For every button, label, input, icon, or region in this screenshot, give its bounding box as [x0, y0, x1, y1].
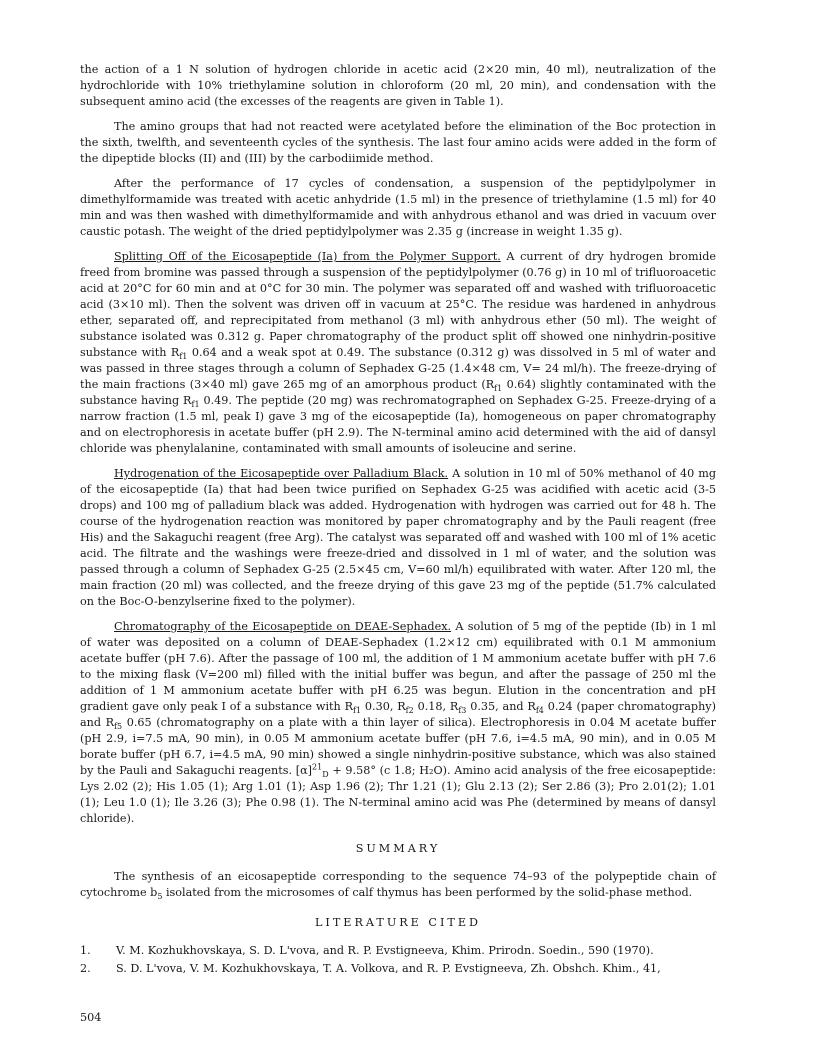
- summary-body: isolated from the microsomes of calf thymus has been performed by the solid-phase method.: [162, 886, 693, 899]
- reference-text: S. D. L'vova, V. M. Kozhukhovskaya, T. A. Volkova, and R. P. Evstigneeva, Zh. Obshch. Khim., 41,: [116, 962, 661, 975]
- summary-body: The synthesis of an eicosapeptide corresponding to the sequence 74–93 of the polypeptide chain of cytochrome b: [80, 870, 716, 899]
- reference-item: [80, 961, 716, 977]
- paragraph-text: 0.64) slightly contaminated with the substance having R: [80, 378, 716, 407]
- paragraph-text: 0.30, R: [361, 700, 406, 713]
- paragraph-text: 0.24 (paper chromatography) and R: [80, 700, 716, 729]
- subscript: f2: [405, 706, 414, 716]
- subscript: f1: [353, 706, 362, 716]
- reference-text: V. M. Kozhukhovskaya, S. D. L'vova, and R. P. Evstigneeva, Khim. Prirodn. Soedin., 590 (1970).: [116, 944, 654, 957]
- page-number: 504: [80, 1011, 102, 1024]
- paragraph-text: 0.35, and R: [466, 700, 536, 713]
- paragraph-chromatography: [80, 619, 716, 827]
- literature-heading: LITERATURE CITED: [315, 916, 481, 929]
- summary-text: [80, 869, 716, 901]
- reference-number: 1.: [80, 944, 91, 957]
- reference-item: [80, 943, 716, 959]
- subscript: f1: [191, 400, 200, 410]
- summary-heading: SUMMARY: [355, 842, 441, 855]
- subscript: f1: [494, 384, 503, 394]
- paragraph-hydrogenation: [80, 466, 716, 610]
- paragraph-text: A solution in 10 ml of 50% methanol of 40 mg of the eicosapeptide (Ia) that had been twice purified on Sephadex G-25 was acidified with acetic acid (3-5 drops) and 100 mg of palladium black was added. Hydrogenation with hydrogen was carried out for 48 h. The course of the hydrogenation reaction was monitored by paper chromatography and by the Pauli reagent (free His) and the Sakaguchi reagent (free Arg). The catalyst was separated off and washed with 100 ml of 1% acetic acid. The filtrate and the washings were freeze-dried and dissolved in 1 ml of water, and the solution was passed through a column of Sephadex G-25 (2.5×45 cm, V=60 ml/h) equilibrated with water. After 120 ml, the main fraction (20 ml) was collected, and the freeze drying of this gave 23 mg of the peptide (51.7% calculated on the Boc-O-benzylserine fixed to the polymer).: [80, 467, 717, 608]
- section-heading-chromatography: Chromatography of the Eicosapeptide on DEAE-Sephadex.: [114, 620, 452, 633]
- paragraph-text: 0.64 and a weak spot at 0.49. The substance (0.312 g) was dissolved in 5 ml of water and was passed in three stages through a column of Sephadex G-25 (1.4×48 cm, V= 24 ml/h). The freeze-drying of the main fractions (3×40 ml) gave 265 mg of an amorphous product (R: [80, 346, 716, 391]
- paragraph-text: A solution of 5 mg of the peptide (Ib) in 1 ml of water was deposited on a column of DEAE-Sephadex (1.2×12 cm) equilibrated with 0.1 M ammonium acetate buffer (pH 7.6). After the passage of 100 ml, the addition of 1 M ammonium acetate buffer with pH 7.6 to the mixing flask (V=200 ml) filled with the initial buffer was begun, and after the passage of 250 ml the addition of 1 M ammonium acetate buffer with pH 6.25 was begun. Elution in the concentration and pH gradient gave only peak I of a substance with R: [80, 620, 716, 713]
- paragraph-text: 0.18, R: [413, 700, 459, 713]
- subscript: f5: [114, 722, 123, 732]
- paragraph-text: 0.65 (chromatography on a plate with a thin layer of silica). Electrophoresis in 0.04 M acetate buffer (pH 2.9, i=7.5 mA, 90 min), in 0.05 M ammonium acetate buffer (pH 7.6, i=4.5 mA, 90 min), and in 0.05 M borate buffer (pH 6.7, i=4.5 mA, 90 min) showed a single ninhydrin-positive substance, which was also stained by the Pauli and Sakaguchi reagents. [α]: [80, 716, 716, 777]
- subscript: 5: [157, 892, 163, 902]
- subscript: f4: [535, 706, 544, 716]
- subscript: D: [322, 770, 329, 780]
- paragraph-2: The amino groups that had not reacted were acetylated before the elimination of the Boc protection in the sixth, twelfth, and seventeenth cycles of the synthesis. The last four amino acids were added in the form of the dipeptide blocks (II) and (III) by the carbodiimide method.: [80, 120, 716, 165]
- paragraph-text: A current of dry hydrogen bromide freed from bromine was passed through a suspension of the peptidylpolymer (0.76 g) in 10 ml of trifluoroacetic acid at 20°C for 60 min and at 0°C for 30 min. The polymer was separated off and washed with trifluoroacetic acid (3×10 ml). Then the solvent was driven off in vacuum at 25°C. The residue was hardened in anhydrous ether, separated off, and reprecipitated from methanol (3 ml) with anhydrous ether (50 ml). The weight of substance isolated was 0.312 g. Paper chromatography of the product split off showed one ninhydrin-positive substance with R: [80, 250, 716, 359]
- paragraph-text: + 9.58° (c 1.8; H₂O). Amino acid analysis of the free eicosapeptide: Lys 2.02 (2); His 1.05 (1); Arg 1.01 (1); Asp 1.96 (2); Thr 1.21 (1); Glu 2.13 (2); Ser 2.86 (3); Pro 2.01(2); 1.01 (1); Leu 1.0 (1); Ile 3.26 (3); Phe 0.98 (1). The N-terminal amino acid was Phe (determined by means of dansyl chloride).: [80, 764, 716, 825]
- section-heading-hydrogenation: Hydrogenation of the Eicosapeptide over Palladium Black.: [114, 467, 449, 480]
- paragraph-splitting: [80, 249, 716, 457]
- paragraph-3: After the performance of 17 cycles of condensation, a suspension of the peptidylpolymer in dimethylformamide was treated with acetic anhydride (1.5 ml) in the presence of triethylamine (1.5 ml) for 40 min and was then washed with dimethylformamide and with anhydrous ethanol and was dried in vacuum over caustic potash. The weight of the dried peptidylpolymer was 2.35 g (increase in weight 1.35 g).: [80, 177, 716, 238]
- paragraph-1: the action of a 1 N solution of hydrogen chloride in acetic acid (2×20 min, 40 ml), neutralization of the hydrochloride with 10% triethylamine solution in chloroform (20 ml, 20 min), and condensation with the subsequent amino acid (the excesses of the reagents are given in Table 1).: [80, 63, 716, 108]
- reference-number: 2.: [80, 962, 91, 975]
- paragraph-text: 0.49. The peptide (20 mg) was rechromatographed on Sephadex G-25. Freeze-drying of a narrow fraction (1.5 ml, peak I) gave 3 mg of the eicosapeptide (Ia), homogeneous on paper chromatography and on electrophoresis in acetate buffer (pH 2.9). The N-terminal amino acid determined with the aid of dansyl chloride was phenylalanine, contaminated with small amounts of isoleucine and serine.: [80, 394, 716, 455]
- section-heading-splitting: Splitting Off of the Eicosapeptide (Ia) from the Polymer Support.: [114, 250, 501, 263]
- superscript: 21: [312, 762, 323, 772]
- subscript: f1: [179, 352, 188, 362]
- reference-list: [80, 943, 716, 977]
- subscript: f3: [458, 706, 467, 716]
